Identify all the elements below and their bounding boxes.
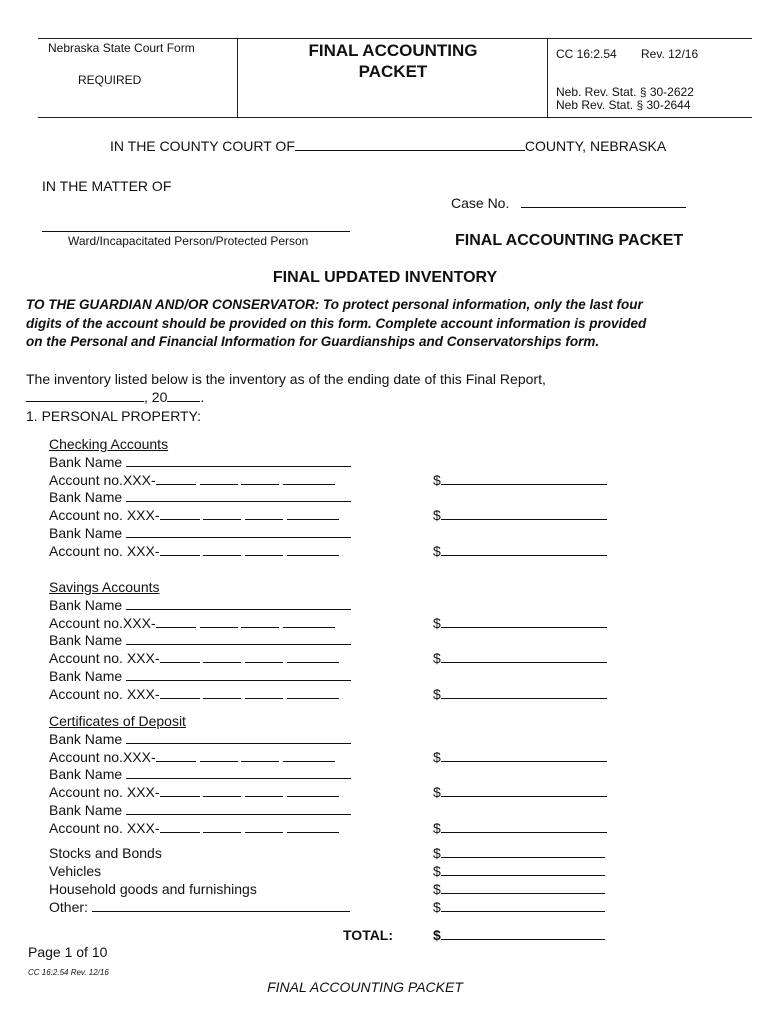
amount-field[interactable] xyxy=(441,543,607,556)
report-date-field[interactable] xyxy=(26,389,144,402)
amount-row: $ xyxy=(433,507,607,523)
ward-caption: Ward/Incapacitated Person/Protected Person xyxy=(68,234,309,248)
account-number-row: Account no. XXX- xyxy=(49,543,339,559)
account-digit-field[interactable] xyxy=(245,650,283,663)
account-digit-field[interactable] xyxy=(203,543,241,556)
account-digit-field[interactable] xyxy=(160,543,200,556)
account-digit-field[interactable] xyxy=(287,507,339,520)
other-item-label: Household goods and furnishings xyxy=(49,881,257,897)
header-title-line1: FINAL ACCOUNTING xyxy=(308,41,478,60)
form-code: CC 16:2.54 xyxy=(556,47,617,61)
matter-label: IN THE MATTER OF xyxy=(42,178,172,194)
case-number-row xyxy=(451,195,686,211)
page-number: Page 1 of 10 xyxy=(28,944,108,960)
amount-row: $ xyxy=(433,650,607,666)
amount-row: $ xyxy=(433,543,607,559)
account-number-row: Account no. XXX- xyxy=(49,507,339,523)
account-digit-field[interactable] xyxy=(287,820,339,833)
bank-name-row: Bank Name xyxy=(49,597,351,613)
bank-name-field[interactable] xyxy=(126,525,351,538)
instructions-line3: on the Personal and Financial Information for Guardianships and Conservatorships form. xyxy=(26,334,600,349)
account-digit-field[interactable] xyxy=(241,749,279,762)
account-digit-field[interactable] xyxy=(160,686,200,699)
bank-name-field[interactable] xyxy=(126,632,351,645)
account-number-row: Account no. XXX- xyxy=(49,650,339,666)
bank-name-row: Bank Name xyxy=(49,489,351,505)
other-description-field[interactable] xyxy=(92,899,350,912)
bank-name-row: Bank Name xyxy=(49,766,351,782)
bank-name-field[interactable] xyxy=(126,731,351,744)
account-digit-field[interactable] xyxy=(245,686,283,699)
bank-name-field[interactable] xyxy=(126,766,351,779)
header-title-line2: PACKET xyxy=(358,62,428,81)
account-digit-field[interactable] xyxy=(245,820,283,833)
other-amount-row: $ xyxy=(433,863,605,879)
account-digit-field[interactable] xyxy=(156,749,196,762)
case-number-field[interactable] xyxy=(521,195,686,208)
other-amount-row: $ xyxy=(433,899,605,915)
account-digit-field[interactable] xyxy=(156,472,196,485)
account-digit-field[interactable] xyxy=(203,650,241,663)
account-digit-field[interactable] xyxy=(200,749,238,762)
account-digit-field[interactable] xyxy=(203,784,241,797)
amount-field[interactable] xyxy=(441,784,607,797)
amount-field[interactable] xyxy=(441,686,607,699)
bank-name-row: Bank Name xyxy=(49,802,351,818)
court-suffix: COUNTY, NEBRASKA xyxy=(524,138,667,154)
other-amount-field[interactable] xyxy=(441,899,605,912)
statute-1: Neb. Rev. Stat. § 30-2622 xyxy=(556,85,694,99)
amount-field[interactable] xyxy=(441,749,607,762)
other-item-label: Vehicles xyxy=(49,863,102,879)
intro-line1: The inventory listed below is the inventory as of the ending date of this Final Report, xyxy=(26,371,546,387)
footer-packet-title: FINAL ACCOUNTING PACKET xyxy=(267,979,463,995)
account-number-row: Account no. XXX- xyxy=(49,820,339,836)
personal-property-heading: 1. PERSONAL PROPERTY: xyxy=(26,408,202,424)
bank-name-row: Bank Name xyxy=(49,454,351,470)
account-digit-field[interactable] xyxy=(203,820,241,833)
amount-field[interactable] xyxy=(441,615,607,628)
other-amount-row: $ xyxy=(433,881,605,897)
total-amount-field[interactable] xyxy=(441,927,605,940)
bank-name-field[interactable] xyxy=(126,454,351,467)
statute-2: Neb Rev. Stat. § 30-2644 xyxy=(556,98,691,112)
other-amount-field[interactable] xyxy=(441,863,605,876)
account-digit-field[interactable] xyxy=(283,749,335,762)
bank-name-row: Bank Name xyxy=(49,632,351,648)
amount-row: $ xyxy=(433,749,607,765)
amount-row: $ xyxy=(433,472,607,488)
account-digit-field[interactable] xyxy=(241,472,279,485)
bank-name-field[interactable] xyxy=(126,668,351,681)
revision: Rev. 12/16 xyxy=(641,47,699,61)
bank-name-row: Bank Name xyxy=(49,731,351,747)
section-title: FINAL UPDATED INVENTORY xyxy=(272,269,498,286)
account-number-row: Account no.XXX- xyxy=(49,749,335,765)
amount-field[interactable] xyxy=(441,650,607,663)
account-digit-field[interactable] xyxy=(160,820,200,833)
bank-name-field[interactable] xyxy=(126,802,351,815)
footer-form-code: CC 16:2.54 Rev. 12/16 xyxy=(28,968,109,977)
other-amount-row: $ xyxy=(433,845,605,861)
packet-title: FINAL ACCOUNTING PACKET xyxy=(455,232,684,249)
ward-name-line[interactable] xyxy=(42,231,350,232)
amount-field[interactable] xyxy=(441,507,607,520)
account-digit-field[interactable] xyxy=(156,615,196,628)
account-digit-field[interactable] xyxy=(245,507,283,520)
account-digit-field[interactable] xyxy=(160,650,200,663)
intro-date-row: , 20 . xyxy=(26,389,204,405)
amount-field[interactable] xyxy=(441,820,607,833)
other-item-label: Stocks and Bonds xyxy=(49,845,162,861)
account-digit-field[interactable] xyxy=(241,615,279,628)
instructions-line2: digits of the account should be provided on this form. Complete account information is provided xyxy=(26,316,647,331)
account-number-row: Account no.XXX- xyxy=(49,615,335,631)
amount-row: $ xyxy=(433,615,607,631)
bank-name-row: Bank Name xyxy=(49,525,351,541)
account-number-row: Account no. XXX- xyxy=(49,784,339,800)
group-title: Savings Accounts xyxy=(49,579,160,595)
group-title: Certificates of Deposit xyxy=(49,713,186,729)
report-year-field[interactable] xyxy=(167,389,200,402)
account-digit-field[interactable] xyxy=(287,543,339,556)
account-number-row: Account no.XXX- xyxy=(49,472,335,488)
county-field[interactable] xyxy=(295,138,525,151)
account-digit-field[interactable] xyxy=(283,472,335,485)
amount-row: $ xyxy=(433,820,607,836)
account-digit-field[interactable] xyxy=(200,615,238,628)
account-digit-field[interactable] xyxy=(160,784,200,797)
amount-field[interactable] xyxy=(441,472,607,485)
bank-name-field[interactable] xyxy=(126,597,351,610)
bank-name-field[interactable] xyxy=(126,489,351,502)
group-title: Checking Accounts xyxy=(49,436,169,452)
other-amount-field[interactable] xyxy=(441,845,605,858)
other-item-label: Other: xyxy=(49,899,350,915)
account-digit-field[interactable] xyxy=(245,784,283,797)
account-digit-field[interactable] xyxy=(283,615,335,628)
account-digit-field[interactable] xyxy=(287,650,339,663)
account-digit-field[interactable] xyxy=(160,507,200,520)
required-label: REQUIRED xyxy=(78,73,142,87)
amount-row: $ xyxy=(433,784,607,800)
court-line xyxy=(110,138,666,154)
form-label: Nebraska State Court Form xyxy=(48,41,195,55)
account-number-row: Account no. XXX- xyxy=(49,686,339,702)
account-digit-field[interactable] xyxy=(200,472,238,485)
court-prefix: IN THE COUNTY COURT OF xyxy=(110,138,295,154)
account-digit-field[interactable] xyxy=(245,543,283,556)
account-digit-field[interactable] xyxy=(203,507,241,520)
account-digit-field[interactable] xyxy=(287,686,339,699)
case-label: Case No. xyxy=(451,195,510,211)
amount-row: $ xyxy=(433,686,607,702)
total-amount-row: $ xyxy=(433,927,605,943)
account-digit-field[interactable] xyxy=(287,784,339,797)
account-digit-field[interactable] xyxy=(203,686,241,699)
instructions-line1: TO THE GUARDIAN AND/OR CONSERVATOR: To protect personal information, only the last four xyxy=(26,297,643,312)
bank-name-row: Bank Name xyxy=(49,668,351,684)
total-label: TOTAL: xyxy=(343,927,394,943)
other-amount-field[interactable] xyxy=(441,881,605,894)
